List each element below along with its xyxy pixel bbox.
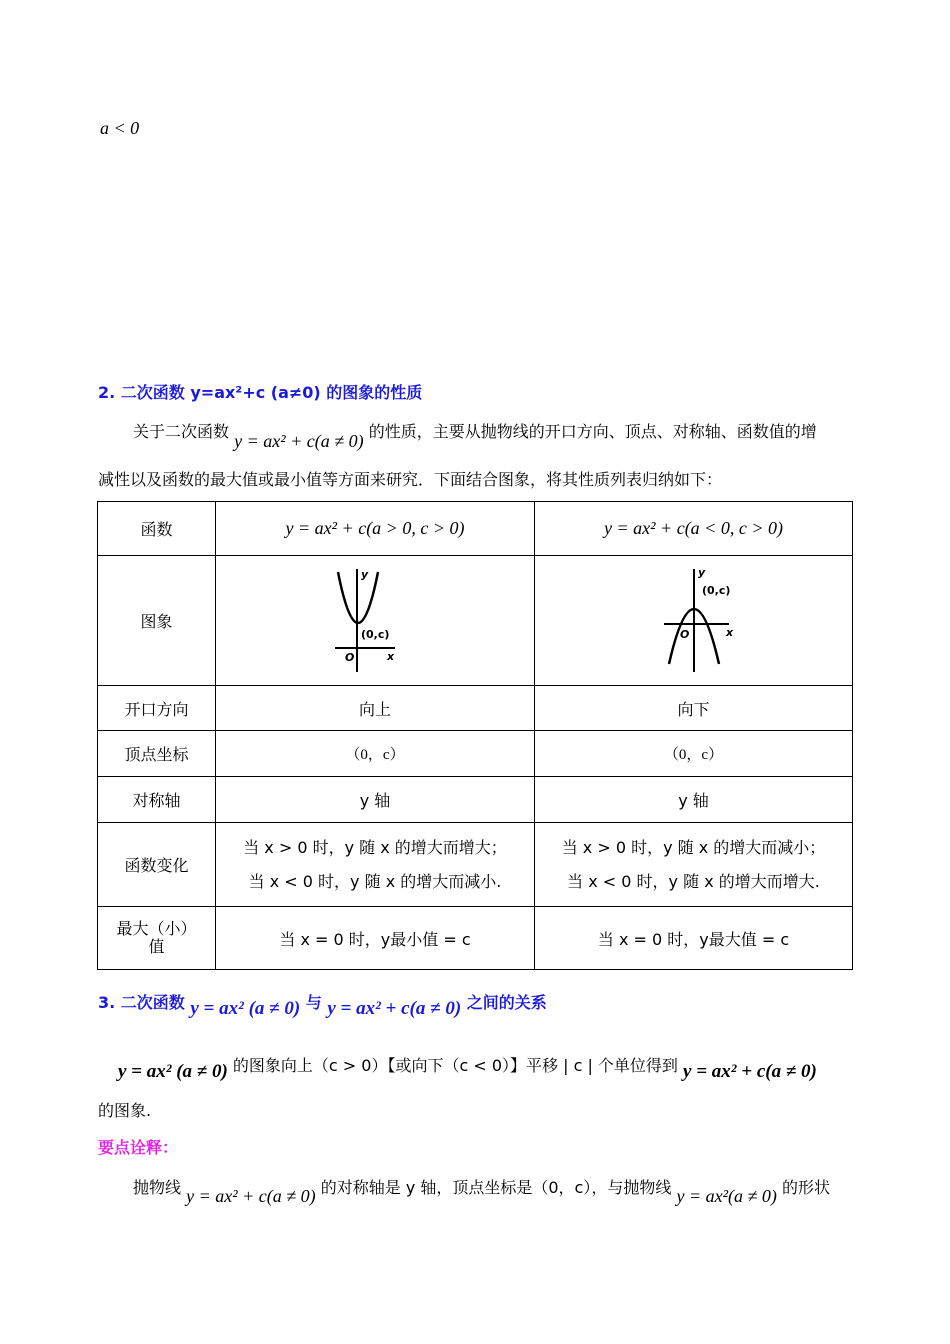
- title-formula2: y = ax² + c(a ≠ 0): [327, 998, 462, 1019]
- svg-text:(0,c): (0,c): [701, 583, 730, 597]
- title-formula1: y = ax² (a ≠ 0): [190, 998, 301, 1019]
- change-b-line2: 当 x < 0 时，y 随 x 的增大而增大.: [567, 871, 820, 891]
- row-label: 对称轴: [98, 777, 216, 823]
- header-a-positive: y = ax² + c(a > 0, c > 0): [216, 502, 535, 556]
- cell-a: （0，c）: [216, 731, 535, 777]
- para1-post: 的性质，主要从抛物线的开口方向、顶点、对称轴、函数值的增: [368, 422, 817, 441]
- note-line: [133, 1175, 830, 1206]
- cell-a: 向上: [216, 686, 535, 731]
- section3-line1: [118, 1053, 817, 1082]
- para1: [133, 419, 817, 451]
- para1-pre: 关于二次函数: [133, 422, 230, 441]
- section3-title: [98, 990, 547, 1019]
- svg-text:y: y: [697, 565, 705, 579]
- cell-a: y 轴: [216, 777, 535, 823]
- change-b-line1: 当 x > 0 时，y 随 x 的增大而减小；: [561, 837, 826, 857]
- cell-a: [216, 823, 535, 907]
- header-function: 函数: [98, 502, 216, 556]
- cell-b: [535, 823, 853, 907]
- line1-formula: y = ax² (a ≠ 0): [118, 1061, 228, 1082]
- para1-formula: y = ax² + c(a ≠ 0): [234, 431, 364, 451]
- line1-text: 的图象向上（c > 0）【或向下（c < 0）】平移 | c | 个单位得到: [232, 1056, 678, 1075]
- note-formula1: y = ax² + c(a ≠ 0): [186, 1186, 316, 1206]
- line1-formula2: y = ax² + c(a ≠ 0): [683, 1061, 817, 1082]
- para2: 减性以及函数的最大值或最小值等方面来研究．下面结合图象，将其性质列表归纳如下：: [98, 470, 723, 489]
- note-formula2: y = ax²(a ≠ 0): [676, 1186, 777, 1206]
- section3-line2: 的图象.: [98, 1101, 152, 1120]
- cell-a: 当 x = 0 时，y最小值 = c: [216, 907, 535, 970]
- note-pre: 抛物线: [133, 1178, 182, 1197]
- graph-label: 图象: [98, 556, 216, 686]
- cell-b: 当 x = 0 时，y最大值 = c: [535, 907, 853, 970]
- note-title: 要点诠释：: [98, 1138, 179, 1157]
- change-a-line2: 当 x < 0 时，y 随 x 的增大而减小.: [248, 871, 502, 891]
- graph-downward: [535, 556, 853, 686]
- table-row: [98, 823, 853, 907]
- note-mid: 的对称轴是 y 轴，顶点坐标是（0，c），与抛物线: [320, 1178, 672, 1197]
- title-mid: 与: [305, 993, 322, 1012]
- row-label: 开口方向: [98, 686, 216, 731]
- properties-table: [97, 501, 853, 970]
- table-row: [98, 907, 853, 970]
- title-post: 之间的关系: [466, 993, 547, 1012]
- graph-upward: [216, 556, 535, 686]
- row-label: 函数变化: [98, 823, 216, 907]
- table-row: [98, 556, 853, 686]
- svg-text:y: y: [361, 567, 369, 581]
- table-row: [98, 686, 853, 731]
- table-row: [98, 777, 853, 823]
- upward-parabola-graph: [325, 564, 425, 674]
- svg-text:(0,c): (0,c): [361, 627, 390, 641]
- note-post: 的形状: [781, 1178, 830, 1197]
- svg-text:O: O: [679, 627, 689, 641]
- title-pre: 3. 二次函数: [98, 993, 185, 1012]
- cell-b: 向下: [535, 686, 853, 731]
- downward-parabola-graph: [644, 564, 744, 674]
- header-a-negative: y = ax² + c(a < 0, c > 0): [535, 502, 853, 556]
- svg-text:x: x: [387, 649, 395, 663]
- formula-a-less-0: a < 0: [100, 118, 140, 138]
- svg-text:x: x: [725, 625, 733, 639]
- svg-text:O: O: [345, 650, 355, 664]
- cell-b: （0，c）: [535, 731, 853, 777]
- cell-b: y 轴: [535, 777, 853, 823]
- change-a-line1: 当 x > 0 时，y 随 x 的增大而增大；: [243, 837, 507, 857]
- section2-title: 2. 二次函数 y=ax²+c (a≠0) 的图象的性质: [98, 383, 423, 402]
- row-label: 最大（小）值: [98, 907, 216, 970]
- table-row: [98, 502, 853, 556]
- row-label: 顶点坐标: [98, 731, 216, 777]
- table-row: [98, 731, 853, 777]
